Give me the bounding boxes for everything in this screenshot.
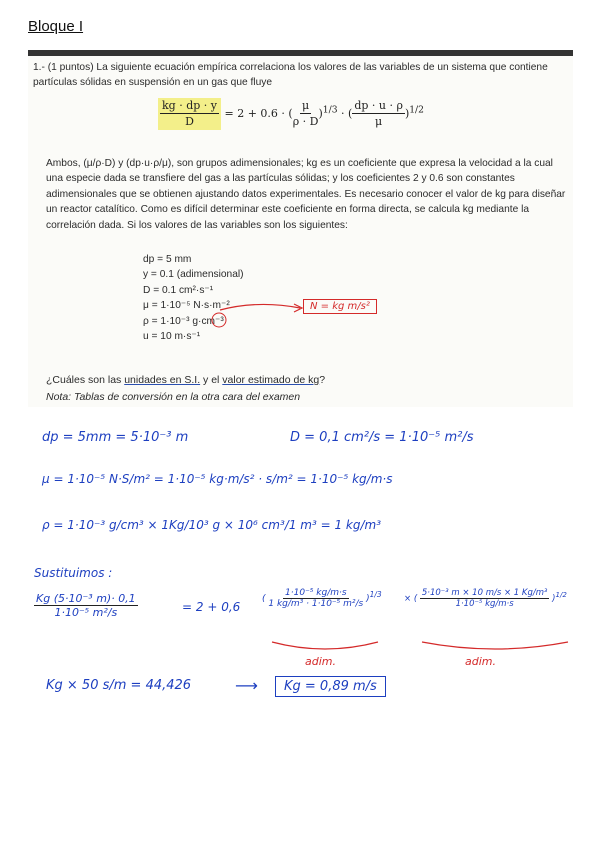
formula-term2: $\frac{dp \cdot u \cdot \rho}{\mu}$ <box>354 99 403 129</box>
variable-dp: dp = 5 mm <box>143 254 192 265</box>
note: Nota: Tablas de conversión en la otra cara del examen <box>46 391 301 403</box>
variable-u: u = 10 m·s⁻¹ <box>143 331 201 343</box>
adim-bracket-2 <box>420 640 570 654</box>
hw-rho-line: ρ = 1·10⁻³ g/cm³ × 1Kg/10³ g × 10⁶ cm³/1 m³ = 1 kg/m³ <box>42 518 382 532</box>
hw-arrow: ⟶ <box>235 676 258 695</box>
variable-list <box>143 252 244 344</box>
hw-final-left: Kg × 50 s/m = 44,426 <box>46 678 192 693</box>
newton-annotation: N = kg m/s² <box>303 299 377 314</box>
hw-final-result: Kg = 0,89 m/s <box>275 676 386 697</box>
formula-term1: $\frac{\mu}{\rho \cdot D}$ <box>292 99 319 129</box>
hw-substitution-rhs: = 2 + 0,6 <box>182 600 241 614</box>
adim-bracket-1 <box>270 640 380 654</box>
definitions-paragraph: Ambos, (μ/ρ·D) y (dp·u·ρ/μ), son grupos adimensionales; kg es un coeficiente que expresa la velocidad a la cual una especie dada se transfiere del gas a las partículas sólidas; y los coeficientes 2 y 0.6 son constantes adimensionales que se obtienen ajustando datos experimentales. Es necesario conocer el valor de kg para diseñar un reactor catalítico. Como es difícil determinar este coeficiente en forma directa, se calcula kg mediante la correlación dada. Si los valores de las variables son los siguientes: <box>46 158 566 231</box>
hw-adim-2: adim. <box>465 655 496 668</box>
hw-adim-1: adim. <box>305 655 336 668</box>
correlation-formula: $\frac{kg \cdot dp \cdot y}{D}$ = 2 + 0.6 · ( $\frac{\mu}{\rho \cdot D}$ )$^{1/3}$ · ( $\frac{dp \cdot u \cdot \rho}{\mu}$ )$^{1/2}$ <box>158 98 424 130</box>
hw-sustituimos: Sustituimos : <box>34 566 113 580</box>
annotation-arrow <box>218 300 308 320</box>
hw-dp-line: dp = 5mm = 5·10⁻³ m <box>42 430 189 445</box>
problem-heading: 1.- (1 puntos) La siguiente ecuación empírica correlaciona los valores de las variables de un sistema que contiene partículas sólidas en suspensión en un gas que fluye <box>33 62 548 89</box>
variable-mu: μ = 1·10⁻⁵ N·s·m⁻² <box>143 300 230 312</box>
variable-y: y = 0.1 (adimensional) <box>143 269 244 281</box>
hw-term2: × ( $\frac{\text{5·10⁻³ m × 10 m/s × 1 Kg/m³}}{\text{1·10⁻⁵ kg/m·s}}$ )$^{1/2}$ <box>404 588 567 609</box>
formula-lhs: $\frac{kg \cdot dp \cdot y}{D}$ <box>158 98 221 130</box>
hw-substitution-lhs: $\frac{\text{Kg (5·10⁻³ m)· 0,1}}{\text{1·10⁻⁵ m²/s}}$ <box>36 592 136 619</box>
hw-mu-line: μ = 1·10⁻⁵ N·S/m² = 1·10⁻⁵ kg·m/s² · s/m² = 1·10⁻⁵ kg/m·s <box>42 472 393 486</box>
page-title: Bloque I <box>28 18 84 35</box>
n-circle <box>211 312 227 328</box>
variable-D: D = 0.1 cm²·s⁻¹ <box>143 284 214 296</box>
hw-term1: ( $\frac{\text{1·10⁻⁵ kg/m·s}}{\text{1 kg/m³ · 1·10⁻⁵ m²/s}}$ )$^{1/3}$ <box>262 588 382 609</box>
problem-statement <box>28 50 573 407</box>
hw-D-line: D = 0,1 cm²/s = 1·10⁻⁵ m²/s <box>290 430 474 445</box>
variable-rho: ρ = 1·10⁻³ g·cm⁻³ <box>143 315 224 327</box>
question: ¿Cuáles son las unidades en S.I. y el valor estimado de kg? <box>46 374 326 386</box>
